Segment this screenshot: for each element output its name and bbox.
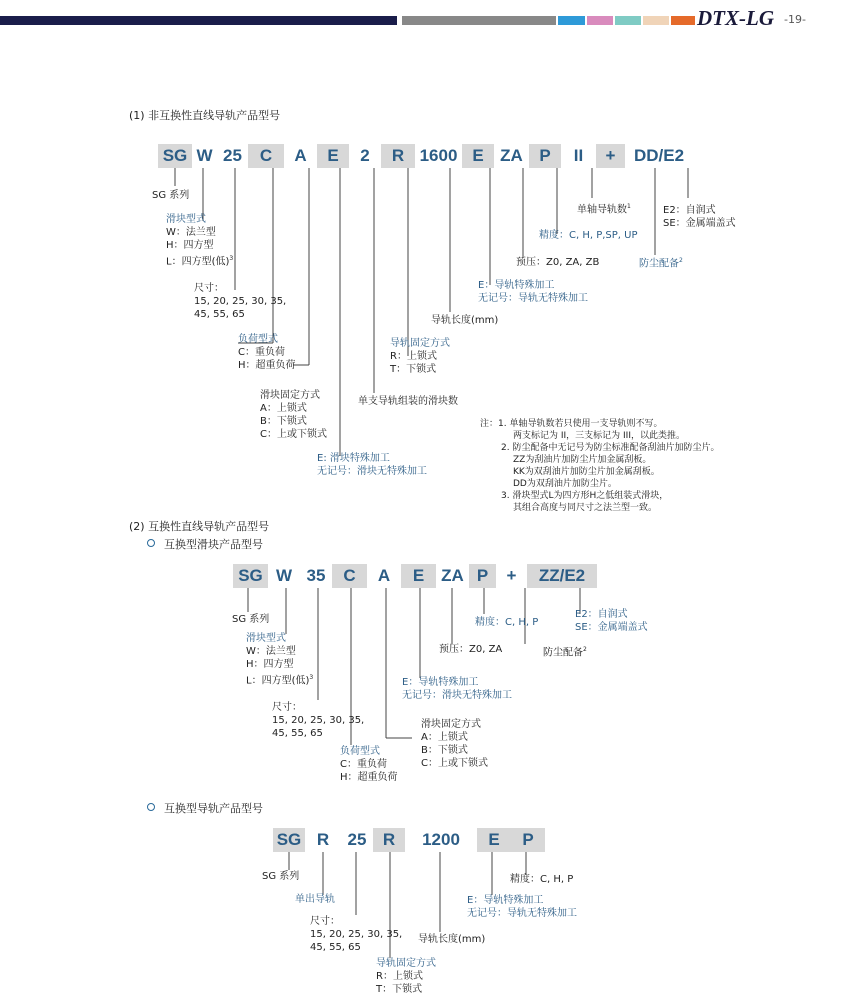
code-size: 25: [341, 828, 373, 852]
s1-load-label: 负荷型式 C：重负荷 H：超重负荷: [238, 334, 296, 371]
code-preload: ZA: [436, 564, 469, 588]
code-rail-fix: R: [381, 144, 415, 168]
code-block-fix: A: [367, 564, 401, 588]
code-blocks-per-rail: 2: [349, 144, 381, 168]
s2b-block-type-label: 滑块型式 W：法兰型 H：四方型 L：四方型(低)$^3$: [246, 633, 314, 687]
bullet-icon: [147, 539, 155, 547]
code-rail-length: 1600: [415, 144, 462, 168]
s2r-rail-fix-label: 导轨固定方式 R：上锁式 T：下锁式: [376, 958, 436, 995]
code-dust-lube: DD/E2: [625, 144, 693, 168]
s1-rail-length-label: 导轨长度(mm): [431, 315, 499, 326]
s1-preload-label: 预压：Z0, ZA, ZB: [516, 257, 600, 268]
code-load: C: [332, 564, 367, 588]
s2b-dust-label: 防尘配备$^2$: [543, 646, 587, 659]
s1-block-type-label: 滑块型式 W：法兰型 H：四方型 L：四方型(低)$^3$: [166, 214, 234, 268]
s1-series-label: SG 系列: [152, 190, 190, 201]
s2b-block-fix-label: 滑块固定方式 A：上锁式 B：下锁式 C：上或下锁式: [421, 719, 488, 769]
s1-dust-label: 防尘配备$^2$: [639, 257, 683, 270]
s2b-preload-label: 预压：Z0, ZA: [439, 644, 503, 655]
code-block-fix: A: [284, 144, 317, 168]
section2-block-subtitle: 互换型滑块产品型号: [147, 536, 263, 552]
s2r-series-label: SG 系列: [262, 871, 300, 882]
code-plus: +: [596, 144, 625, 168]
s1-rail-fix-label: 导轨固定方式 R：上锁式 T：下锁式: [390, 338, 450, 375]
section2-block-code-row: [233, 564, 597, 588]
code-rail-type: R: [305, 828, 341, 852]
s1-lube-label: E2：自润式 SE：金属端盖式: [663, 205, 736, 229]
section1-code-row: [158, 144, 693, 168]
page-number: -19-: [784, 13, 806, 26]
section2-title: (2) 互换性直线导轨产品型号: [129, 520, 270, 533]
s2b-series-label: SG 系列: [232, 614, 270, 625]
code-size: 35: [300, 564, 332, 588]
s1-notes: 注：1. 单轴导轨数若只使用一支导轨则不写。 两支标记为 II，三支标记为 III，以此类推。 2. 防尘配备中无记号为防尘标准配备刮油片加防尘片。 ZZ为刮油片加防尘片加金属刮板。 KK为双刮油片加防尘片加金属刮板。 DD为双刮油片加防尘片。 3. 滑块型式L为四方形H之低组装式滑块， 其组合高度与同尺寸之法兰型一致。: [480, 419, 720, 513]
s2r-rail-length-label: 导轨长度(mm): [418, 934, 486, 945]
s1-rails-per-axis-label: 单轴导轨数$^1$: [577, 203, 631, 216]
code-rail-special: E: [477, 828, 511, 852]
code-block-type: W: [192, 144, 217, 168]
code-precision: P: [529, 144, 561, 168]
s1-size-label: 尺寸： 15, 20, 25, 30, 35, 45, 55, 65: [194, 283, 287, 320]
code-series: SG: [273, 828, 305, 852]
brand-logo: DTX-LG: [697, 6, 774, 30]
s2r-single-rail-label: 单出导轨: [295, 894, 335, 905]
code-size: 25: [217, 144, 248, 168]
section2-rail-subtitle: 互换型导轨产品型号: [147, 800, 263, 816]
s2b-lube-label: E2：自润式 SE：金属端盖式: [575, 609, 648, 633]
s1-rail-special-label: E：导轨特殊加工 无记号：导轨无特殊加工: [478, 280, 588, 304]
s1-blocks-per-rail-label: 单支导轨组装的滑块数: [358, 396, 458, 407]
s2r-size-label: 尺寸： 15, 20, 25, 30, 35, 45, 55, 65: [310, 916, 403, 953]
code-rail-special: E: [462, 144, 494, 168]
code-series: SG: [233, 564, 268, 588]
s2r-precision-label: 精度：C, H, P: [510, 874, 574, 885]
code-precision: P: [469, 564, 496, 588]
section2-rail-code-row: [273, 828, 545, 852]
code-block-special: E: [401, 564, 436, 588]
s2r-rail-special-label: E：导轨特殊加工 无记号：导轨无特殊加工: [467, 895, 577, 919]
s2b-size-label: 尺寸： 15, 20, 25, 30, 35, 45, 55, 65: [272, 702, 365, 739]
section1-title: (1) 非互换性直线导轨产品型号: [129, 109, 281, 122]
s2b-load-label: 负荷型式 C：重负荷 H：超重负荷: [340, 746, 398, 783]
s2b-block-special-label: E：导轨特殊加工 无记号：滑块无特殊加工: [402, 677, 512, 701]
code-load: C: [248, 144, 284, 168]
code-rail-fix: R: [373, 828, 405, 852]
code-precision: P: [511, 828, 545, 852]
s1-block-special-label: E: 滑块特殊加工 无记号：滑块无特殊加工: [317, 453, 427, 477]
code-rail-length: 1200: [405, 828, 477, 852]
code-rails-per-axis: II: [561, 144, 596, 168]
code-dust-lube: ZZ/E2: [527, 564, 597, 588]
code-plus: +: [496, 564, 527, 588]
s1-block-fix-label: 滑块固定方式 A：上锁式 B：下锁式 C：上或下锁式: [260, 390, 327, 440]
s1-precision-label: 精度：C, H, P,SP, UP: [539, 230, 638, 241]
code-series: SG: [158, 144, 192, 168]
s2b-precision-label: 精度：C, H, P: [475, 617, 539, 628]
code-block-special: E: [317, 144, 349, 168]
bullet-icon: [147, 803, 155, 811]
code-block-type: W: [268, 564, 300, 588]
code-preload: ZA: [494, 144, 529, 168]
